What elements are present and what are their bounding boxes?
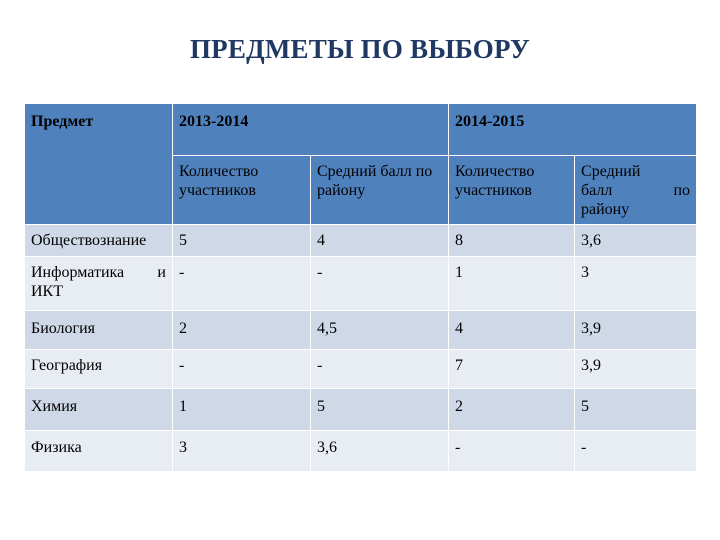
- slide-title: ПРЕДМЕТЫ ПО ВЫБОРУ: [189, 34, 531, 64]
- cell-count-2014: 2: [449, 389, 575, 431]
- subheader-avg-2014-line2b: по: [673, 182, 691, 199]
- table-row: [25, 311, 697, 350]
- cell-count-2013: 3: [173, 431, 311, 472]
- header-row: [25, 104, 697, 156]
- table-row: [25, 389, 697, 431]
- cell-avg-2013: -: [311, 350, 449, 389]
- cell-count-2014: -: [449, 431, 575, 472]
- subheader-avg-2014-line2a: балл: [581, 182, 613, 199]
- cell-subject: Химия: [25, 389, 173, 431]
- table-row: [25, 431, 697, 472]
- cell-avg-2013: 4: [311, 225, 449, 257]
- cell-subject: Физика: [25, 431, 173, 472]
- cell-avg-2014: 3,9: [575, 311, 697, 350]
- cell-avg-2013: 4,5: [311, 311, 449, 350]
- cell-avg-2014: -: [575, 431, 697, 472]
- subheader-count-2013: Количество участников: [173, 156, 311, 225]
- cell-avg-2014: 3,9: [575, 350, 697, 389]
- subheader-avg-2014-line1: Средний: [581, 163, 641, 180]
- header-year-2014-2015: 2014-2015: [449, 104, 697, 156]
- cell-count-2013: 2: [173, 311, 311, 350]
- cell-avg-2013: 5: [311, 389, 449, 431]
- cell-subject: География: [25, 350, 173, 389]
- cell-count-2013: 5: [173, 225, 311, 257]
- cell-subject: Информатика и ИКТ: [25, 257, 173, 311]
- cell-avg-2013: -: [311, 257, 449, 311]
- cell-count-2013: 1: [173, 389, 311, 431]
- cell-avg-2013: 3,6: [311, 431, 449, 472]
- table-row: [25, 225, 697, 257]
- cell-avg-2014: 5: [575, 389, 697, 431]
- cell-count-2014: 4: [449, 311, 575, 350]
- cell-count-2014: 7: [449, 350, 575, 389]
- table-row: [25, 350, 697, 389]
- cell-count-2013: -: [173, 257, 311, 311]
- table-row: [25, 257, 697, 311]
- cell-count-2014: 8: [449, 225, 575, 257]
- header-year-2013-2014: 2013-2014: [173, 104, 449, 156]
- cell-subject: Обществознание: [25, 225, 173, 257]
- subjects-table: [24, 103, 697, 472]
- cell-subject: Биология: [25, 311, 173, 350]
- cell-count-2014: 1: [449, 257, 575, 311]
- subheader-count-2014: Количество участников: [449, 156, 575, 225]
- cell-avg-2014: 3: [575, 257, 697, 311]
- cell-count-2013: -: [173, 350, 311, 389]
- cell-avg-2014: 3,6: [575, 225, 697, 257]
- header-subject: Предмет: [25, 104, 173, 225]
- subheader-avg-2013: Средний балл по району: [311, 156, 449, 225]
- subheader-avg-2014-line3: району: [581, 201, 630, 218]
- subheader-avg-2014: [575, 156, 697, 225]
